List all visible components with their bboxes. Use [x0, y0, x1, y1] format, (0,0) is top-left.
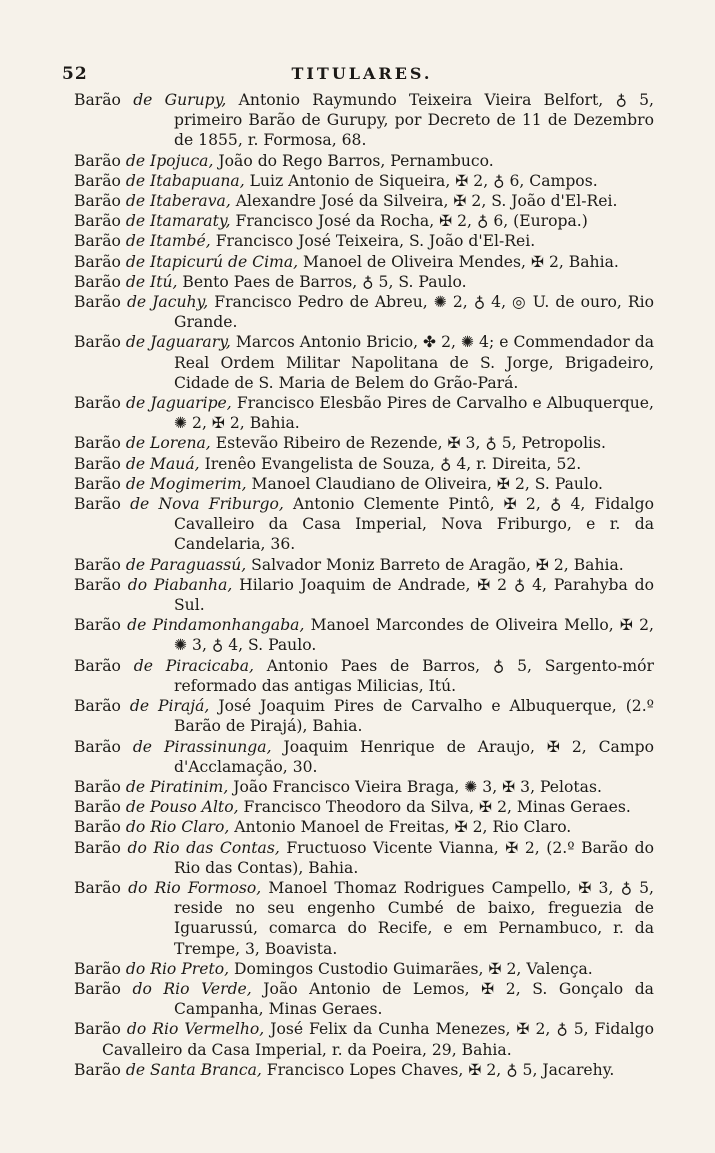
entry-text: Francisco Lopes Chaves, ✠ 2, ♁ 5, Jacarehy. — [261, 1060, 615, 1079]
entry-text: João Antonio de Lemos, ✠ 2, S. Gonçalo da Campanha, Minas Geraes. — [174, 979, 654, 1019]
entry-title: de Pouso Alto, — [125, 798, 239, 817]
title-entry — [74, 332, 654, 393]
entry-rank: Barão — [74, 272, 121, 291]
entry-text: Joaquim Henrique de Araujo, ✠ 2, Campo d'Acclamação, 30. — [174, 737, 654, 776]
title-entry — [74, 292, 654, 332]
entry-text: Francisco José Teixeira, S. João d'El-Rei. — [210, 232, 536, 251]
entry-text: Irenêo Evangelista de Souza, ♁ 4, r. Direita, 52. — [199, 454, 582, 473]
title-entry — [74, 90, 654, 151]
entry-text: Bento Paes de Barros, ♁ 5, S. Paulo. — [177, 272, 467, 291]
entry-text: Alexandre José da Silveira, ✠ 2, S. João d'El-Rei. — [230, 192, 618, 211]
entry-text: Marcos Antonio Bricio, ✤ 2, ✺ 4; e Commendador da Real Ordem Militar Napolitana de S. Jorge, Brigadeiro, Cidade de S. Maria de Belem do Grão-Pará. — [174, 333, 654, 392]
title-entry — [74, 474, 654, 494]
entry-text: Antonio Raymundo Teixeira Vieira Belfort, ♁ 5, primeiro Barão de Gurupy, por Decreto de 11 de Dezembro de 1855, r. Formosa, 68. — [174, 91, 655, 150]
entry-rank: Barão — [74, 151, 121, 170]
running-title: TITULARES. — [291, 64, 433, 83]
entry-text: Manoel Marcondes de Oliveira Mello, ✠ 2, ✺ 3, ♁ 4, S. Paulo. — [174, 616, 654, 655]
title-entry — [74, 272, 654, 292]
entry-text: Antonio Clemente Pintô, ✠ 2, ♁ 4, Fidalgo Cavalleiro da Casa Imperial, Nova Friburgo, e r. da Candelaria, 36. — [174, 495, 654, 554]
entry-rank: Barão — [74, 555, 121, 574]
title-entry — [74, 171, 654, 191]
entry-title: de Nova Friburgo, — [130, 495, 284, 514]
entry-rank: Barão — [74, 495, 121, 514]
entry-title: de Mogimerim, — [125, 474, 247, 493]
entry-rank: Barão — [74, 1060, 121, 1079]
entry-text: Antonio Manoel de Freitas, ✠ 2, Rio Claro. — [229, 818, 572, 837]
entry-title: de Pirajá, — [129, 697, 210, 716]
entry-rank: Barão — [74, 656, 121, 675]
entry-rank: Barão — [74, 697, 121, 716]
entry-rank: Barão — [74, 454, 121, 473]
entry-text: Manoel Thomaz Rodrigues Campello, ✠ 3, ♁ 5, reside no seu engenho Cumbé de baixo, freguezia de Iguarussú, comarca do Recife, e em Pernambuco, r. da Trempe, 3, Boavista. — [174, 878, 654, 958]
entry-text: Antonio Paes de Barros, ♁ 5, Sargento-mór reformado das antigas Milicias, Itú. — [174, 656, 654, 695]
entry-title: de Itamaraty, — [125, 212, 231, 231]
title-entry — [74, 979, 654, 1019]
entry-rank: Barão — [74, 818, 121, 837]
entry-rank: Barão — [74, 979, 121, 998]
title-entry — [74, 191, 654, 211]
entry-title: de Mauá, — [125, 454, 200, 473]
entry-text: Francisco José da Rocha, ✠ 2, ♁ 6, (Europa.) — [230, 212, 588, 231]
entry-text: Salvador Moniz Barreto de Aragão, ✠ 2, Bahia. — [246, 555, 624, 574]
entry-rank: Barão — [74, 798, 121, 817]
entry-title: do Rio Preto, — [125, 959, 230, 978]
title-entry — [74, 1019, 654, 1059]
entry-title: de Itapicurú de Cima, — [125, 252, 299, 271]
title-entry — [74, 838, 654, 878]
entry-title: do Piabanha, — [127, 575, 233, 594]
entry-rank: Barão — [74, 212, 121, 231]
entry-rank: Barão — [74, 434, 121, 453]
entry-rank: Barão — [74, 959, 121, 978]
entry-text: João do Rego Barros, Pernambuco. — [213, 151, 494, 170]
entry-title: do Rio Verde, — [132, 979, 252, 998]
entry-rank: Barão — [74, 252, 121, 271]
entry-text: Luiz Antonio de Siqueira, ✠ 2, ♁ 6, Campos. — [244, 171, 598, 190]
entry-rank: Barão — [74, 192, 121, 211]
title-entry — [74, 959, 654, 979]
entry-title: de Itabapuana, — [125, 171, 245, 190]
title-entry — [74, 575, 654, 615]
entry-text: João Francisco Vieira Braga, ✺ 3, ✠ 3, Pelotas. — [228, 777, 602, 796]
entry-text: Domingos Custodio Guimarães, ✠ 2, Valença. — [229, 959, 593, 978]
title-entry — [74, 878, 654, 959]
entry-title: do Rio Formoso, — [128, 878, 262, 897]
title-entry — [74, 231, 654, 251]
entry-rank: Barão — [74, 575, 121, 594]
entry-title: do Rio Vermelho, — [126, 1020, 265, 1039]
entry-rank: Barão — [74, 777, 121, 796]
title-entry — [74, 151, 654, 171]
entry-title: de Itú, — [125, 272, 178, 291]
entry-text: Francisco Theodoro da Silva, ✠ 2, Minas Geraes. — [238, 798, 631, 817]
entry-title: de Piracicaba, — [133, 656, 254, 675]
entry-title: de Jaguarary, — [125, 333, 231, 352]
entry-title: de Pirassinunga, — [132, 737, 272, 756]
entry-rank: Barão — [74, 737, 121, 756]
title-entry — [74, 797, 654, 817]
page-number: 52 — [62, 64, 88, 84]
entry-rank: Barão — [74, 232, 121, 251]
entry-title: de Piratinim, — [125, 777, 229, 796]
title-entry — [74, 656, 654, 696]
title-entry — [74, 494, 654, 555]
entry-text: José Joaquim Pires de Carvalho e Albuquerque, (2.º Barão de Pirajá), Bahia. — [174, 697, 654, 736]
entry-title: de Jacuhy, — [126, 293, 209, 312]
title-entry — [74, 555, 654, 575]
entry-title: do Rio Claro, — [125, 818, 230, 837]
title-entry — [74, 433, 654, 453]
title-entry — [74, 393, 654, 433]
entry-text: Estevão Ribeiro de Rezende, ✠ 3, ♁ 5, Petropolis. — [210, 434, 607, 453]
entry-title: de Gurupy, — [133, 91, 227, 109]
title-entry — [74, 615, 654, 655]
entry-rank: Barão — [74, 838, 121, 857]
entry-title: do Rio das Contas, — [127, 838, 280, 857]
title-entry — [74, 252, 654, 272]
title-entry — [74, 817, 654, 837]
entry-title: de Itambé, — [125, 232, 211, 251]
entry-rank: Barão — [74, 293, 121, 312]
page-header — [62, 60, 662, 88]
entry-title: de Santa Branca, — [125, 1060, 262, 1079]
entry-title: de Ipojuca, — [125, 151, 214, 170]
entry-text: Manoel de Oliveira Mendes, ✠ 2, Bahia. — [298, 252, 619, 271]
title-entry — [74, 1060, 654, 1080]
title-entry — [74, 211, 654, 231]
entry-text: Manoel Claudiano de Oliveira, ✠ 2, S. Paulo. — [246, 474, 604, 493]
entry-rank: Barão — [74, 394, 121, 413]
entry-text: Hilario Joaquim de Andrade, ✠ 2 ♁ 4, Parahyba do Sul. — [174, 575, 654, 615]
entry-text: Francisco Elesbão Pires de Carvalho e Albuquerque, ✺ 2, ✠ 2, Bahia. — [174, 394, 654, 433]
title-entry — [74, 777, 654, 797]
entry-text: Francisco Pedro de Abreu, ✺ 2, ♁ 4, ◎ U. de ouro, Rio Grande. — [174, 293, 654, 332]
titles-list — [74, 90, 654, 1080]
entry-title: de Itaberava, — [125, 192, 231, 211]
entry-rank: Barão — [74, 333, 121, 352]
title-entry — [74, 737, 654, 777]
entry-rank: Barão — [74, 91, 121, 109]
entry-title: de Lorena, — [125, 434, 211, 453]
title-entry — [74, 696, 654, 736]
entry-text: Fructuoso Vicente Vianna, ✠ 2, (2.º Barão do Rio das Contas), Bahia. — [174, 838, 654, 877]
entry-title: de Jaguaripe, — [125, 394, 232, 413]
entry-rank: Barão — [74, 878, 121, 897]
entry-text: José Felix da Cunha Menezes, ✠ 2, ♁ 5, Fidalgo Cavalleiro da Casa Imperial, r. da Poeira, 29, Bahia. — [102, 1020, 654, 1059]
title-entry — [74, 454, 654, 474]
entry-title: de Pindamonhangaba, — [127, 616, 305, 635]
entry-title: de Paraguassú, — [125, 555, 247, 574]
entry-rank: Barão — [74, 616, 121, 635]
entry-rank: Barão — [74, 1020, 121, 1039]
entry-rank: Barão — [74, 171, 121, 190]
entry-rank: Barão — [74, 474, 121, 493]
